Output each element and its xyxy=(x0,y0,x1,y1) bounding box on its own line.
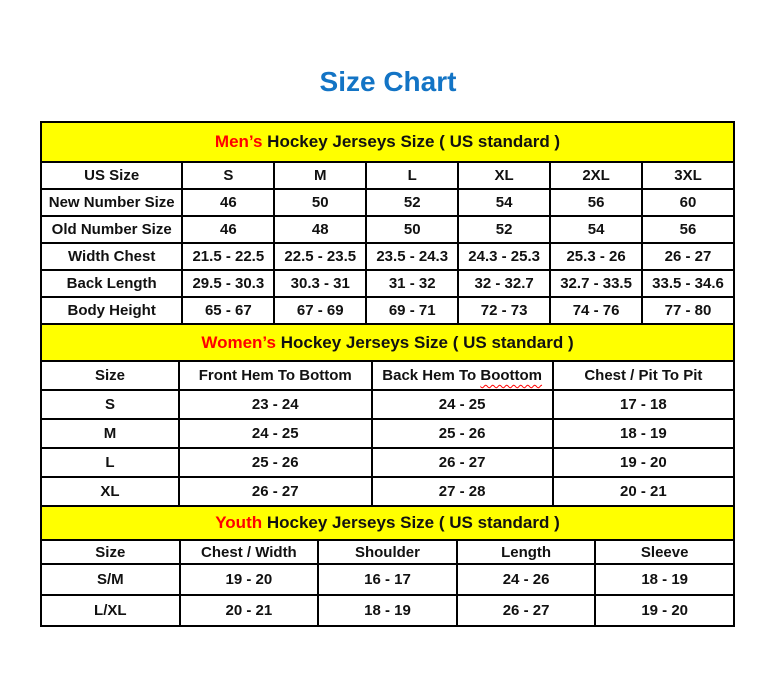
size-value: 29.5 - 30.3 xyxy=(182,270,274,297)
size-value: 32.7 - 33.5 xyxy=(550,270,642,297)
size-value: 77 - 80 xyxy=(642,297,734,324)
size-value: 56 xyxy=(550,189,642,216)
mens-size-table xyxy=(40,121,735,325)
size-value: 26 - 27 xyxy=(179,477,372,506)
column-header: S xyxy=(182,162,274,189)
header-row xyxy=(41,361,734,390)
size-value: 26 - 27 xyxy=(457,595,596,626)
size-value: 17 - 18 xyxy=(553,390,734,419)
column-header: Sleeve xyxy=(595,540,734,564)
size-value: 27 - 28 xyxy=(372,477,553,506)
section-title xyxy=(41,122,734,162)
table-row xyxy=(41,297,734,324)
womens-size-table xyxy=(40,323,735,507)
size-value: 22.5 - 23.5 xyxy=(274,243,366,270)
row-label: S xyxy=(41,390,179,419)
size-value: 46 xyxy=(182,189,274,216)
size-value: 20 - 21 xyxy=(180,595,319,626)
section-title xyxy=(41,506,734,540)
size-value: 32 - 32.7 xyxy=(458,270,550,297)
section-title-rest: Hockey Jerseys Size ( US standard ) xyxy=(262,132,561,151)
size-value: 20 - 21 xyxy=(553,477,734,506)
table-row xyxy=(41,595,734,626)
size-value: 48 xyxy=(274,216,366,243)
section-band xyxy=(41,324,734,361)
size-value: 19 - 20 xyxy=(595,595,734,626)
size-value: 33.5 - 34.6 xyxy=(642,270,734,297)
section-title-highlight: Women’s xyxy=(201,332,276,352)
row-label: L xyxy=(41,448,179,477)
size-value: 46 xyxy=(182,216,274,243)
column-header: 2XL xyxy=(550,162,642,189)
row-label: M xyxy=(41,419,179,448)
size-value: 18 - 19 xyxy=(595,564,734,595)
size-value: 24 - 25 xyxy=(179,419,372,448)
size-value: 31 - 32 xyxy=(366,270,458,297)
page-title: Size Chart xyxy=(319,66,457,97)
size-value: 18 - 19 xyxy=(318,595,457,626)
size-value: 52 xyxy=(366,189,458,216)
size-value: 19 - 20 xyxy=(180,564,319,595)
size-value: 16 - 17 xyxy=(318,564,457,595)
size-value: 23.5 - 24.3 xyxy=(366,243,458,270)
table-row xyxy=(41,448,734,477)
table-row xyxy=(41,243,734,270)
column-header: M xyxy=(274,162,366,189)
table-row xyxy=(41,477,734,506)
size-value: 60 xyxy=(642,189,734,216)
column-header: Size xyxy=(41,540,180,564)
header-row xyxy=(41,162,734,189)
table-row xyxy=(41,564,734,595)
section-band xyxy=(41,506,734,540)
section-title-rest: Hockey Jerseys Size ( US standard ) xyxy=(275,332,574,352)
size-value: 25 - 26 xyxy=(372,419,553,448)
column-header: XL xyxy=(458,162,550,189)
size-value: 30.3 - 31 xyxy=(274,270,366,297)
header-text: Back Hem To xyxy=(382,367,481,384)
size-value: 18 - 19 xyxy=(553,419,734,448)
header-row xyxy=(41,540,734,564)
size-value: 52 xyxy=(458,216,550,243)
table-row xyxy=(41,390,734,419)
column-header: Chest / Width xyxy=(180,540,319,564)
size-value: 67 - 69 xyxy=(274,297,366,324)
column-header: Shoulder xyxy=(318,540,457,564)
size-value: 24 - 25 xyxy=(372,390,553,419)
size-value: 26 - 27 xyxy=(642,243,734,270)
size-value: 50 xyxy=(366,216,458,243)
size-value: 25.3 - 26 xyxy=(550,243,642,270)
section-band xyxy=(41,122,734,162)
row-label: Back Length xyxy=(41,270,182,297)
table-row xyxy=(41,270,734,297)
youth-size-table xyxy=(40,505,735,627)
section-title-rest: Hockey Jerseys Size ( US standard ) xyxy=(262,513,560,532)
row-label: S/M xyxy=(41,564,180,595)
section-title-highlight: Youth xyxy=(215,513,263,532)
size-value: 56 xyxy=(642,216,734,243)
column-header: Size xyxy=(41,361,179,390)
row-label: Old Number Size xyxy=(41,216,182,243)
table-row xyxy=(41,189,734,216)
misspelled-word: Boottom xyxy=(480,367,543,384)
size-value: 54 xyxy=(458,189,550,216)
size-value: 24 - 26 xyxy=(457,564,596,595)
column-header: Chest / Pit To Pit xyxy=(553,361,734,390)
size-value: 74 - 76 xyxy=(550,297,642,324)
column-header: L xyxy=(366,162,458,189)
column-header xyxy=(372,361,553,390)
row-label: L/XL xyxy=(41,595,180,626)
section-title xyxy=(41,324,734,361)
size-value: 23 - 24 xyxy=(179,390,372,419)
column-header: US Size xyxy=(41,162,182,189)
size-value: 54 xyxy=(550,216,642,243)
table-row xyxy=(41,419,734,448)
size-value: 19 - 20 xyxy=(553,448,734,477)
size-value: 25 - 26 xyxy=(179,448,372,477)
section-title-highlight: Men’s xyxy=(214,132,263,151)
size-value: 72 - 73 xyxy=(458,297,550,324)
size-value: 26 - 27 xyxy=(372,448,553,477)
size-value: 50 xyxy=(274,189,366,216)
column-header: 3XL xyxy=(642,162,734,189)
size-chart-tables xyxy=(40,121,735,627)
column-header: Length xyxy=(457,540,596,564)
row-label: XL xyxy=(41,477,179,506)
size-value: 65 - 67 xyxy=(182,297,274,324)
size-value: 24.3 - 25.3 xyxy=(458,243,550,270)
table-row xyxy=(41,216,734,243)
row-label: New Number Size xyxy=(41,189,182,216)
size-value: 69 - 71 xyxy=(366,297,458,324)
size-value: 21.5 - 22.5 xyxy=(182,243,274,270)
row-label: Width Chest xyxy=(41,243,182,270)
column-header: Front Hem To Bottom xyxy=(179,361,372,390)
row-label: Body Height xyxy=(41,297,182,324)
